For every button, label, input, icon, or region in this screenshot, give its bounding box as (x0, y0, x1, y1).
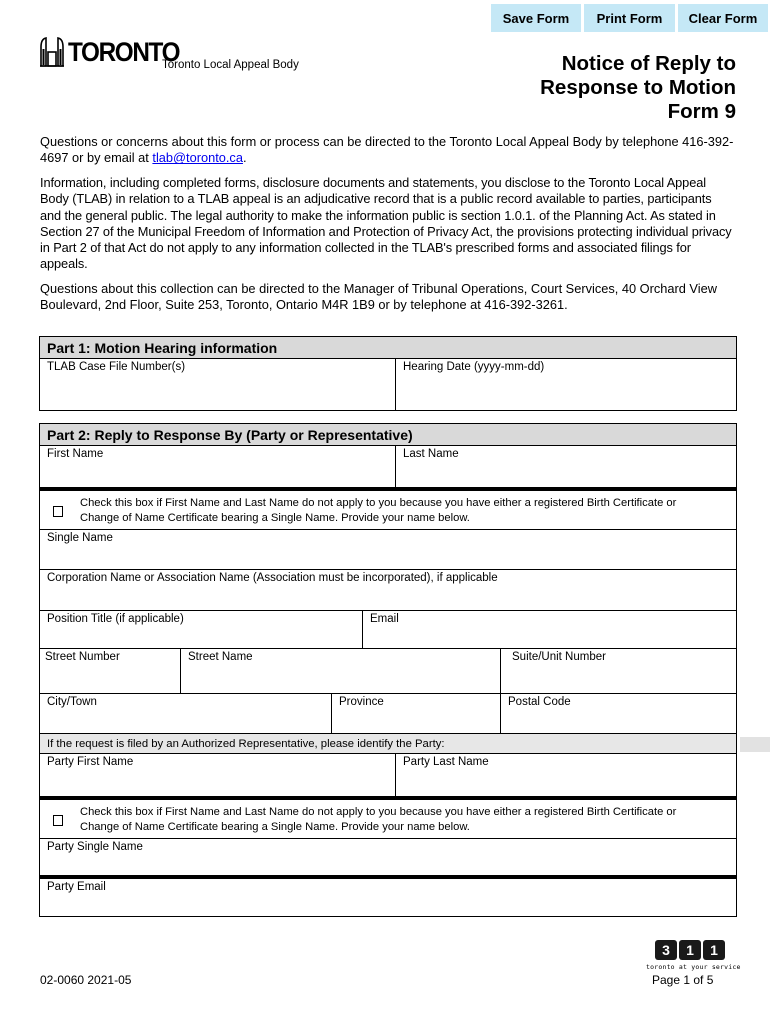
single-name-field (40, 530, 736, 569)
single-name-label: Single Name (47, 532, 113, 544)
hearing-date-field (396, 359, 736, 410)
form-toolbar (491, 4, 768, 32)
print-form-button[interactable]: Print Form (584, 4, 675, 32)
province-label: Province (339, 696, 384, 708)
contact-paragraph (40, 134, 734, 167)
case-file-input[interactable] (40, 375, 395, 410)
party-last-name-field (396, 754, 736, 796)
contact-text: Questions or concerns about this form or process can be directed to the Toronto Local Appeal Body by telephone 416-392-4697 or by email at (40, 134, 734, 166)
party-last-name-label: Party Last Name (403, 756, 489, 768)
postal-code-field (501, 694, 736, 733)
last-name-field (396, 446, 736, 487)
name-row (40, 446, 736, 491)
single-name-checkbox[interactable] (53, 506, 63, 517)
position-input[interactable] (40, 627, 362, 648)
party-single-name-checkbox-row (40, 800, 736, 839)
save-form-button[interactable]: Save Form (491, 4, 581, 32)
suite-label: Suite/Unit Number (512, 651, 606, 663)
part1-row (40, 359, 736, 410)
part1-heading: Part 1: Motion Hearing information (40, 337, 736, 359)
street-row (40, 649, 736, 694)
street-number-field (40, 649, 181, 693)
city-row (40, 694, 736, 734)
hearing-date-label: Hearing Date (yyyy-mm-dd) (403, 361, 545, 373)
authorized-rep-note: If the request is filed by an Authorized Representative, please identify the Party: (40, 734, 736, 754)
province-field (332, 694, 501, 733)
street-name-input[interactable] (181, 665, 500, 693)
party-single-name-input[interactable] (40, 855, 736, 875)
corporation-field (40, 570, 736, 610)
street-name-label: Street Name (188, 651, 253, 663)
hearing-date-input[interactable] (396, 375, 736, 410)
party-first-name-field (40, 754, 396, 796)
page-side-tab (740, 737, 770, 752)
privacy-paragraph: Information, including completed forms, disclosure documents and statements, you disclose to the Toronto Local Appeal Body (TLAB) in relation to a TLAB appeal is an adjudicative record that is a public record available to parties, participants and the general public. The legal authority to make the information public is section 1.0.1. of the Planning Act. As stated in Section 27 of the Municipal Freedom of Information and Protection of Privacy Act, the provisions protecting individual privacy in Part 2 of that Act do not apply to any information collected in the TLAB's prescribed forms and associated filings for appeals. (40, 175, 732, 272)
badge-tagline: toronto at your service (646, 963, 741, 971)
city-hall-icon (40, 37, 64, 67)
street-number-input[interactable] (40, 665, 180, 693)
party-single-name-field (40, 839, 736, 875)
form-code: 02-0060 2021-05 (40, 973, 132, 987)
part1-section (39, 336, 737, 411)
city-input[interactable] (40, 710, 331, 733)
single-name-checkbox-text: Check this box if First Name and Last Name do not apply to you because you have either a registered Birth Certificate or Change of Name Certificate bearing a Single Name. Provide your name below. (80, 497, 677, 524)
corporation-input[interactable] (40, 586, 736, 610)
position-label: Position Title (if applicable) (47, 613, 184, 625)
party-single-name-checkbox[interactable] (53, 815, 63, 826)
party-single-name-checkbox-text: Check this box if First Name and Last Name do not apply to you because you have either a registered Birth Certificate or Change of Name Certificate bearing a Single Name. Provide your name below. (80, 806, 677, 833)
province-input[interactable] (332, 710, 500, 733)
suite-field (501, 649, 736, 693)
badge-digit: 3 (655, 940, 677, 960)
last-name-label: Last Name (403, 448, 459, 460)
org-name: Toronto Local Appeal Body (162, 59, 299, 71)
corporation-label: Corporation Name or Association Name (Association must be incorporated), if applicable (47, 572, 498, 584)
collection-paragraph: Questions about this collection can be directed to the Manager of Tribunal Operations, Court Services, 40 Orchard View Boulevard, 2nd Floor, Suite 253, Toronto, Ontario M4R 1B9 or by telephone at 416-392-3261. (40, 281, 717, 313)
first-name-label: First Name (47, 448, 104, 460)
toronto-wordmark: TORONTO (68, 37, 180, 67)
title-line-3: Form 9 (667, 100, 736, 123)
part2-heading: Part 2: Reply to Response By (Party or Representative) (40, 424, 736, 446)
party-single-name-label: Party Single Name (47, 841, 143, 853)
party-single-name-row (40, 839, 736, 879)
first-name-field (40, 446, 396, 487)
single-name-checkbox-row (40, 491, 736, 530)
party-email-label: Party Email (47, 881, 106, 893)
first-name-input[interactable] (40, 462, 395, 487)
badge-311 (655, 940, 725, 960)
part2-section (39, 423, 737, 917)
party-email-field (40, 879, 736, 916)
postal-code-label: Postal Code (508, 696, 571, 708)
form-title (540, 52, 736, 124)
street-number-label: Street Number (45, 651, 120, 663)
position-field (40, 611, 363, 648)
party-last-name-input[interactable] (396, 770, 736, 796)
clear-form-button[interactable]: Clear Form (678, 4, 768, 32)
city-label: City/Town (47, 696, 97, 708)
suite-input[interactable] (501, 665, 736, 693)
party-name-row (40, 754, 736, 800)
corporation-row (40, 570, 736, 611)
position-email-row (40, 611, 736, 649)
last-name-input[interactable] (396, 462, 736, 487)
email-input[interactable] (363, 627, 736, 648)
single-name-input[interactable] (40, 546, 736, 569)
badge-digit: 1 (703, 940, 725, 960)
city-field (40, 694, 332, 733)
email-field (363, 611, 736, 648)
email-label: Email (370, 613, 399, 625)
case-file-field (40, 359, 396, 410)
contact-end: . (242, 150, 247, 166)
street-name-field (181, 649, 501, 693)
badge-digit: 1 (679, 940, 701, 960)
email-link[interactable]: tlab@toronto.ca (152, 150, 243, 166)
party-first-name-label: Party First Name (47, 756, 134, 768)
case-file-label: TLAB Case File Number(s) (47, 361, 186, 373)
postal-code-input[interactable] (501, 710, 736, 733)
title-line-1: Notice of Reply to (561, 52, 736, 75)
single-name-row (40, 530, 736, 570)
party-email-row (40, 879, 736, 916)
page-number: Page 1 of 5 (652, 973, 714, 987)
title-line-2: Response to Motion (540, 76, 736, 99)
party-first-name-input[interactable] (40, 770, 395, 796)
party-email-input[interactable] (40, 895, 736, 916)
